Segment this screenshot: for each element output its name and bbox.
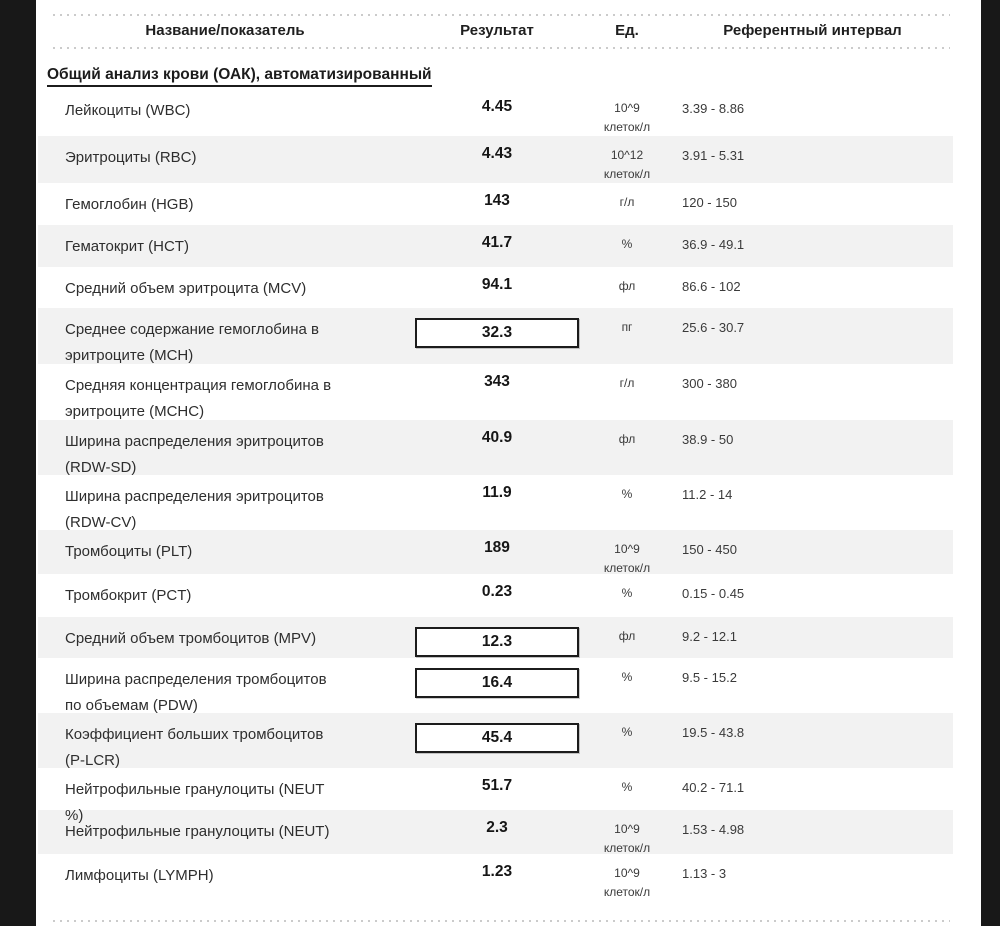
unit-line-1: %: [621, 487, 633, 501]
result-cell: [412, 136, 582, 164]
result-value: 0.23: [481, 583, 513, 600]
result-value: 51.7: [481, 777, 513, 794]
result-value: 1.23: [481, 863, 513, 880]
analyte-name: Нейтрофильные гранулоциты (NEUT %): [65, 781, 325, 824]
unit-line-1: %: [621, 780, 633, 794]
reference-interval: 9.5 - 15.2: [682, 670, 737, 685]
unit-line-1: %: [621, 586, 633, 600]
result-cell: [412, 530, 582, 558]
unit-cell: [582, 225, 672, 254]
result-value: 343: [484, 373, 510, 390]
unit-cell: [582, 768, 672, 797]
table-row: [38, 768, 953, 824]
unit-line-1: фл: [618, 432, 636, 446]
unit-line-2: клеток/л: [603, 561, 651, 575]
result-cell: [412, 768, 582, 796]
unit-line-1: 10^12: [610, 148, 644, 162]
unit-line-1: пг: [621, 320, 633, 334]
table-row: [38, 89, 953, 136]
result-cell: [412, 574, 582, 602]
table-row: [38, 713, 953, 768]
unit-cell: [582, 364, 672, 393]
result-value: 32.3: [415, 318, 579, 348]
reference-interval: 11.2 - 14: [682, 487, 733, 502]
reference-interval: 36.9 - 49.1: [682, 237, 745, 252]
unit-line-1: %: [621, 725, 633, 739]
analyte-name: Лимфоциты (LYMPH): [65, 867, 214, 884]
right-black-bar: [980, 0, 1000, 926]
unit-line-1: 10^9: [614, 101, 640, 115]
unit-cell: [582, 574, 672, 603]
analyte-name: Ширина распределения эритроцитов (RDW-CV): [65, 488, 324, 531]
unit-cell: [582, 308, 672, 337]
left-black-bar: [0, 0, 36, 926]
section-title: Общий анализ крови (ОАК), автоматизированный: [47, 66, 432, 87]
reference-interval: 19.5 - 43.8: [682, 725, 745, 740]
unit-line-1: фл: [618, 629, 636, 643]
unit-line-1: 10^9: [614, 866, 640, 880]
analyte-name: Ширина распределения эритроцитов (RDW-SD): [65, 433, 324, 476]
result-value: 12.3: [415, 627, 579, 657]
table-row: [38, 854, 953, 905]
unit-cell: [582, 420, 672, 449]
table-row: [38, 225, 953, 267]
result-value: 41.7: [481, 234, 513, 251]
table-row: [38, 420, 953, 475]
result-cell: [412, 225, 582, 253]
table-row: [38, 658, 953, 713]
unit-line-2: клеток/л: [603, 167, 651, 181]
reference-interval: 86.6 - 102: [682, 279, 741, 294]
analyte-name: Коэффициент больших тромбоцитов (P-LCR): [65, 726, 324, 769]
result-value: 189: [484, 539, 510, 556]
unit-line-1: 10^9: [614, 542, 640, 556]
lab-report-page: [36, 0, 981, 926]
table-row: [38, 267, 953, 308]
result-cell: [412, 713, 582, 753]
reference-interval: 3.39 - 8.86: [682, 101, 745, 116]
result-cell: [412, 658, 582, 698]
column-header-name: Название/показатель: [145, 22, 305, 39]
result-cell: [412, 617, 582, 657]
column-header-result: Результат: [460, 22, 534, 39]
table-row: [38, 574, 953, 617]
reference-interval: 40.2 - 71.1: [682, 780, 745, 795]
page-bottom-rule: [53, 920, 950, 922]
table-row: [38, 364, 953, 420]
result-value: 2.3: [486, 819, 508, 836]
table-header: [36, 0, 981, 56]
result-value: 45.4: [415, 723, 579, 753]
analyte-name: Эритроциты (RBC): [65, 149, 197, 166]
result-cell: [412, 183, 582, 211]
table-row: [38, 183, 953, 225]
unit-cell: [582, 810, 672, 858]
result-cell: [412, 267, 582, 295]
unit-cell: [582, 475, 672, 504]
unit-cell: [582, 183, 672, 212]
analyte-name: Гематокрит (HCT): [65, 238, 189, 255]
table-row: [38, 308, 953, 364]
unit-line-1: фл: [618, 279, 636, 293]
reference-interval: 300 - 380: [682, 376, 737, 391]
reference-interval: 25.6 - 30.7: [682, 320, 745, 335]
header-top-rule: [53, 14, 950, 16]
reference-interval: 0.15 - 0.45: [682, 586, 745, 601]
result-cell: [412, 854, 582, 882]
unit-cell: [582, 89, 672, 137]
unit-line-2: клеток/л: [603, 885, 651, 899]
unit-cell: [582, 854, 672, 902]
result-value: 11.9: [482, 484, 512, 501]
result-value: 4.43: [481, 145, 513, 162]
result-value: 4.45: [481, 98, 513, 115]
reference-interval: 9.2 - 12.1: [682, 629, 737, 644]
table-row: [38, 136, 953, 183]
result-value: 40.9: [481, 429, 513, 446]
unit-cell: [582, 267, 672, 296]
table-row: [38, 530, 953, 574]
analyte-name: Средний объем тромбоцитов (MPV): [65, 630, 317, 647]
unit-cell: [582, 658, 672, 687]
table-row: [38, 810, 953, 854]
analyte-name: Ширина распределения тромбоцитов по объемам (PDW): [65, 671, 327, 714]
header-bottom-rule: [53, 47, 950, 49]
unit-cell: [582, 136, 672, 184]
reference-interval: 120 - 150: [682, 195, 737, 210]
result-cell: [412, 308, 582, 348]
unit-line-1: 10^9: [614, 822, 640, 836]
analyte-name: Средний объем эритроцита (MCV): [65, 280, 307, 297]
column-header-unit: Ед.: [615, 22, 639, 39]
result-value: 16.4: [415, 668, 579, 698]
results-table-body: [38, 89, 953, 905]
table-row: [38, 475, 953, 530]
unit-line-1: %: [621, 237, 633, 251]
result-cell: [412, 810, 582, 838]
analyte-name: Гемоглобин (HGB): [65, 196, 194, 213]
unit-line-2: клеток/л: [603, 120, 651, 134]
analyte-name: Нейтрофильные гранулоциты (NEUT): [65, 823, 330, 840]
column-header-reference: Референтный интервал: [723, 22, 902, 39]
result-cell: [412, 364, 582, 392]
result-cell: [412, 475, 582, 503]
result-value: 143: [484, 192, 510, 209]
unit-cell: [582, 617, 672, 646]
analyte-name: Тромбоциты (PLT): [65, 543, 193, 560]
analyte-name: Лейкоциты (WBC): [65, 102, 191, 119]
analyte-name: Среднее содержание гемоглобина в эритроците (MCH): [65, 321, 320, 364]
result-value: 94.1: [481, 276, 513, 293]
reference-interval: 1.13 - 3: [682, 866, 727, 881]
unit-line-1: г/л: [619, 195, 635, 209]
reference-interval: 1.53 - 4.98: [682, 822, 745, 837]
reference-interval: 150 - 450: [682, 542, 737, 557]
unit-line-2: клеток/л: [603, 841, 651, 855]
analyte-name: Средняя концентрация гемоглобина в эритроците (MCHC): [65, 377, 332, 420]
reference-interval: 38.9 - 50: [682, 432, 734, 447]
table-row: [38, 617, 953, 658]
unit-cell: [582, 530, 672, 578]
unit-line-1: г/л: [619, 376, 635, 390]
unit-line-1: %: [621, 670, 633, 684]
reference-interval: 3.91 - 5.31: [682, 148, 745, 163]
analyte-name: Тромбокрит (PCT): [65, 587, 192, 604]
result-cell: [412, 420, 582, 448]
unit-cell: [582, 713, 672, 742]
result-cell: [412, 89, 582, 117]
